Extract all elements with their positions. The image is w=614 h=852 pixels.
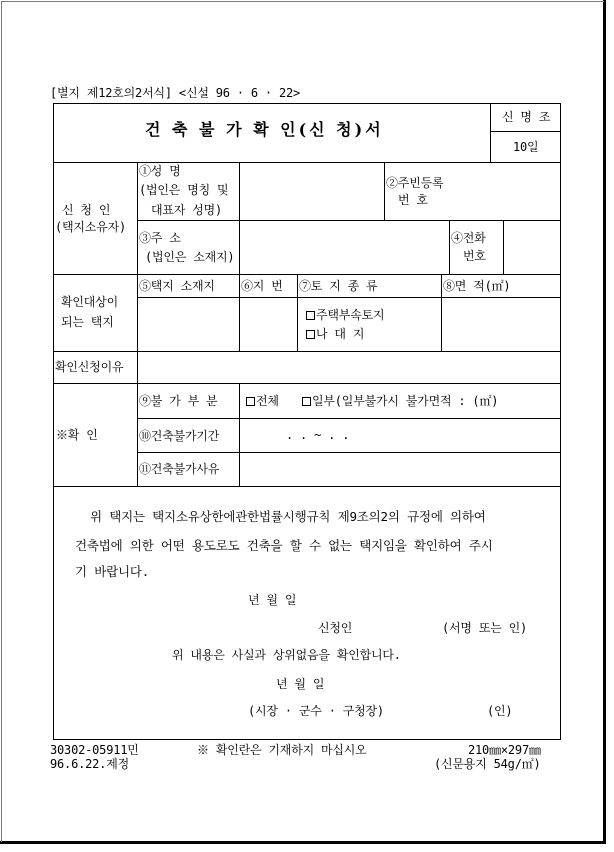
phone-label2: 번호: [463, 249, 486, 263]
name-sub2: 대표자 성명): [151, 203, 223, 217]
rule: [53, 162, 561, 163]
applicant-section-label: 신 청 인: [62, 203, 111, 217]
id-number-label2: 번 호: [398, 193, 428, 207]
option-vacant-land[interactable]: [306, 327, 364, 341]
rule: [53, 486, 561, 487]
id-number-label: ②주빈등록: [386, 176, 444, 190]
rule: [137, 220, 561, 221]
option-partial[interactable]: [302, 394, 498, 408]
confirm-section-label: ※확 인: [56, 428, 98, 442]
seal-mark: (인): [487, 704, 513, 718]
body-line-2: 건축법에 의한 어떤 용도로도 건축을 할 수 없는 택지임을 확인하여 주시: [75, 538, 493, 553]
col-location: ⑤택지 소재지: [139, 279, 215, 293]
rule: [384, 162, 385, 220]
rule: [239, 383, 240, 486]
target-section-label2: 되는 택지: [61, 315, 114, 329]
paper-size: 210㎜×297㎜: [468, 743, 541, 757]
table-border-top: [53, 103, 561, 104]
rule: [137, 452, 561, 453]
address-label: ③주 소: [139, 231, 181, 245]
address-sub: (법인은 소재지): [145, 250, 235, 264]
applicant-section-sub: (택지소유자): [55, 220, 127, 234]
col-area: ⑧면 적(㎡): [443, 279, 511, 293]
checkbox-partial[interactable]: [302, 397, 311, 406]
confirm-statement: 위 내용은 사실과 상위없음을 확인합니다.: [172, 648, 401, 662]
rule: [297, 274, 298, 351]
checkbox-whole[interactable]: [246, 397, 255, 406]
rule: [449, 220, 450, 274]
period-label: ⑩건축불가기간: [139, 429, 220, 443]
rule: [239, 274, 240, 351]
option-vacant-land-label: 나 대 지: [316, 327, 365, 341]
applicant-sign-label: 신청인: [318, 621, 353, 635]
table-border-right: [560, 103, 561, 740]
form-enact-date: 96.6.22.제정: [50, 757, 129, 771]
process-label: 신 명 조: [502, 110, 551, 124]
option-housing-land-label: 주택부속토지: [316, 308, 385, 322]
table-border-left: [53, 103, 54, 740]
impossible-part-label: ⑨불 가 부 분: [139, 394, 218, 408]
paper-type: (신문용지 54g/㎡): [434, 757, 541, 771]
reason-impossible-label: ⑪건축불가사유: [139, 462, 220, 476]
option-partial-label: 일부(일부불가시 불가면적 : (㎡): [312, 394, 499, 408]
form-reference: [별지 제12호의2서식] <신설 96 · 6 · 22>: [50, 86, 301, 100]
option-whole-label: 전체: [256, 394, 279, 408]
col-land-type: ⑦토 지 종 류: [299, 279, 378, 293]
period-value: . . ~ . .: [286, 428, 350, 442]
checkbox-vacant-land[interactable]: [306, 330, 315, 339]
rule: [137, 297, 561, 298]
col-lot-number: ⑥지 번: [241, 279, 283, 293]
phone-label: ④전화: [451, 231, 486, 245]
rule: [490, 103, 491, 162]
body-line-1: 위 택지는 택지소유상한에관한법률시행규칙 제9조의2의 규정에 의하여: [90, 509, 486, 524]
rule: [137, 418, 561, 419]
rule: [239, 162, 240, 274]
table-border-bottom: [53, 739, 561, 740]
option-whole[interactable]: [246, 394, 279, 408]
checkbox-housing-land[interactable]: [306, 311, 315, 320]
rule: [53, 351, 561, 352]
name-label: ①성 명: [139, 164, 181, 178]
application-date: 년 월 일: [248, 593, 297, 607]
footer-note: ※ 확인란은 기재하지 마십시오: [197, 743, 367, 757]
confirm-date: 년 월 일: [276, 677, 325, 691]
rule: [441, 274, 442, 351]
rule: [503, 220, 504, 274]
rule: [53, 383, 561, 384]
body-line-3: 기 바랍니다.: [75, 564, 150, 579]
name-sub1: (법인은 명칭 및: [139, 183, 229, 197]
process-period: 10일: [513, 140, 539, 154]
sign-note: (서명 또는 인): [442, 621, 528, 635]
reason-label: 확인신청이유: [55, 360, 124, 374]
rule: [137, 162, 138, 486]
form-title: 건 축 불 가 확 인(신 청)서: [145, 120, 384, 139]
target-section-label1: 확인대상이: [61, 295, 118, 309]
option-housing-land[interactable]: [306, 308, 384, 322]
authority-label: (시장 · 군수 · 구청장): [248, 704, 384, 718]
rule: [490, 131, 561, 132]
form-code: 30302-05911민: [50, 743, 139, 757]
rule: [53, 274, 561, 275]
